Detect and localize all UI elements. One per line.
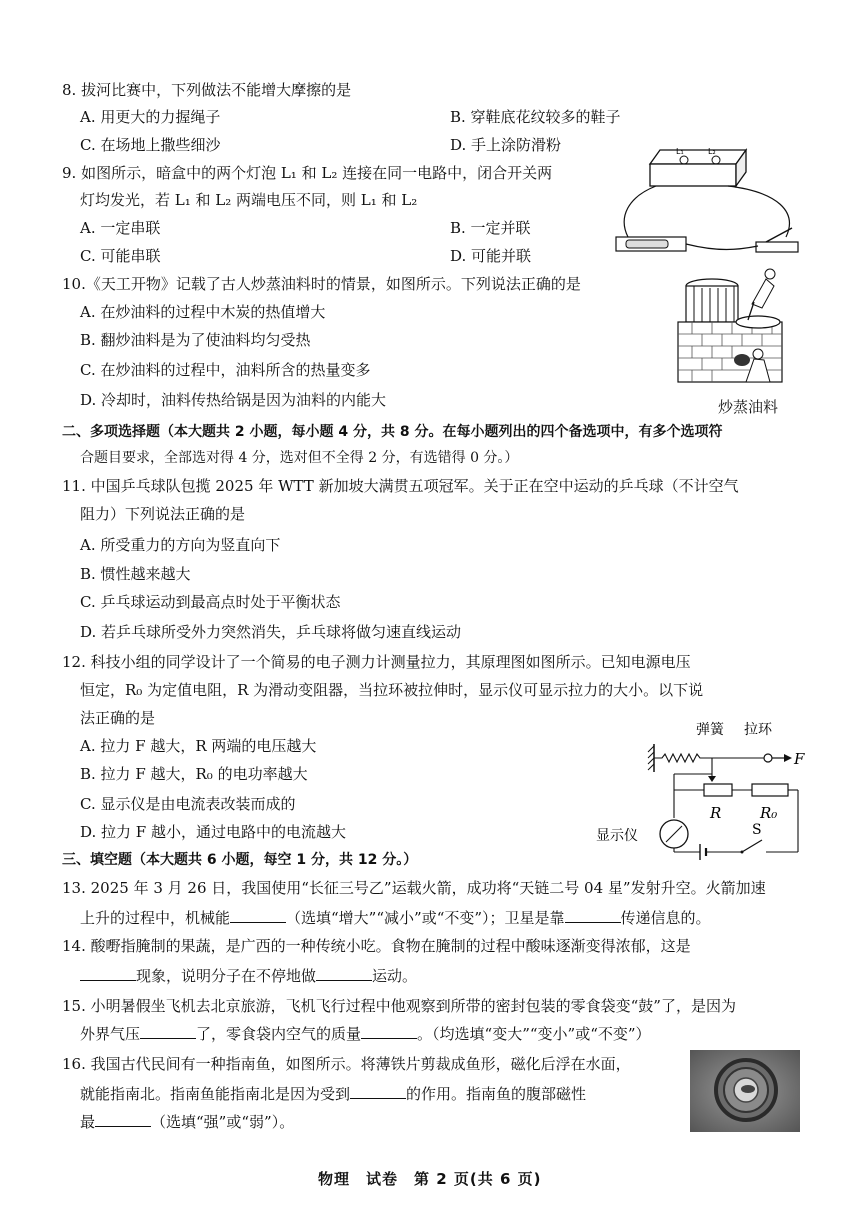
q11-option-c: C. 乒乓球运动到最高点时处于平衡状态 [80, 593, 341, 611]
q13-text-a: 上升的过程中，机械能 [80, 909, 231, 927]
q12-fig-label-r0: R₀ [760, 804, 778, 822]
q9-fig-label-l1: L₁ [676, 147, 684, 156]
q13-stem-line2 [80, 908, 711, 928]
q11-option-d: D. 若乒乓球所受外力突然消失，乒乓球将做匀速直线运动 [80, 623, 462, 641]
q16-text-b: 的作用。指南鱼的腹部磁性 [406, 1085, 587, 1103]
q12-option-d: D. 拉力 F 越小，通过电路中的电流越大 [80, 823, 346, 841]
q10-option-c: C. 在炒油料的过程中，油料所含的热量变多 [80, 361, 371, 379]
section2-heading-line2: 合题目要求，全部选对得 4 分，选对但不全得 2 分，有选错得 0 分。） [80, 450, 519, 466]
q11-stem-line2: 阻力）下列说法正确的是 [80, 505, 246, 523]
q15-text-c: 。（均选填“变大”“变小”或“不变”） [417, 1025, 651, 1043]
q15-text-b: 了，零食袋内空气的质量 [196, 1025, 362, 1043]
q12-fig-label-display: 显示仪 [596, 828, 638, 844]
section2-heading-line1: 二、多项选择题（本大题共 2 小题，每小题 4 分，共 8 分。在每小题列出的四个备选项中，有多个选项符 [62, 424, 723, 440]
q13-text-c: 传递信息的。 [620, 909, 711, 927]
q14-stem-line1: 14. 酸嘢指腌制的果蔬，是广西的一种传统小吃。食物在腌制的过程中酸味逐渐变得浓郁，这是 [62, 937, 691, 955]
q14-blank-2[interactable] [316, 966, 372, 981]
q12-option-a: A. 拉力 F 越大，R 两端的电压越大 [80, 737, 317, 755]
q12-circuit-figure [592, 712, 812, 860]
q8-stem: 8. 拔河比赛中，下列做法不能增大摩擦的是 [62, 81, 352, 99]
q15-blank-2[interactable] [361, 1024, 417, 1039]
q14-stem-line2 [80, 966, 417, 986]
q12-option-b: B. 拉力 F 越大，R₀ 的电功率越大 [80, 765, 308, 783]
q8-option-c: C. 在场地上撒些细沙 [80, 136, 221, 154]
q9-fig-label-l2: L₂ [708, 147, 716, 156]
section3-heading: 三、填空题（本大题共 6 小题，每空 1 分，共 12 分。） [62, 852, 418, 868]
q10-figure-caption: 炒蒸油料 [718, 398, 779, 416]
q16-stem-line2 [80, 1084, 586, 1104]
q16-blank-2[interactable] [95, 1112, 151, 1127]
q12-option-c: C. 显示仪是由电流表改装而成的 [80, 795, 296, 813]
q9-circuit-figure [608, 142, 808, 264]
q14-text-b: 运动。 [372, 967, 418, 985]
q10-stem: 10.《天工开物》记载了古人炒蒸油料时的情景，如图所示。下列说法正确的是 [62, 275, 581, 293]
q10-option-d: D. 冷却时，油料传热给锅是因为油料的内能大 [80, 391, 387, 409]
q13-blank-1[interactable] [230, 908, 286, 923]
q16-stem-line3 [80, 1112, 294, 1132]
q13-stem-line1: 13. 2025 年 3 月 26 日，我国使用“长征三号乙”运载火箭，成功将“天链二号 04 星”发射升空。火箭加速 [62, 879, 766, 897]
q9-stem-line2: 灯均发光，若 L₁ 和 L₂ 两端电压不同，则 L₁ 和 L₂ [80, 191, 418, 209]
q12-fig-label-f: F [794, 750, 805, 768]
q9-stem-line1: 9. 如图所示，暗盒中的两个灯泡 L₁ 和 L₂ 连接在同一电路中，闭合开关两 [62, 164, 553, 182]
q12-fig-label-switch: S [752, 822, 762, 838]
q14-blank-1[interactable] [80, 966, 136, 981]
page-footer: 物理 试卷 第 2 页(共 6 页) [318, 1170, 542, 1188]
q8-option-b: B. 穿鞋底花纹较多的鞋子 [450, 108, 621, 126]
q12-fig-label-r: R [710, 804, 722, 822]
q16-text-d: （选填“强”或“弱”）。 [151, 1113, 295, 1131]
q16-compass-fish-photo [690, 1050, 800, 1132]
q10-option-a: A. 在炒油料的过程中木炭的热值增大 [80, 303, 326, 321]
q12-stem-line1: 12. 科技小组的同学设计了一个简易的电子测力计测量拉力，其原理图如图所示。已知电源电压 [62, 653, 691, 671]
q9-option-d: D. 可能并联 [450, 247, 532, 265]
q14-text-a: 现象，说明分子在不停地做 [136, 967, 317, 985]
q11-stem-line1: 11. 中国乒乓球队包揽 2025 年 WTT 新加坡大满贯五项冠军。关于正在空中运动的乒乓球（不计空气 [62, 477, 739, 495]
q10-option-b: B. 翻炒油料是为了使油料均匀受热 [80, 331, 311, 349]
q12-fig-label-ring: 拉环 [744, 722, 772, 738]
q15-blank-1[interactable] [140, 1024, 196, 1039]
q12-stem-line3: 法正确的是 [80, 709, 156, 727]
q16-text-c: 最 [80, 1113, 96, 1131]
q8-option-d: D. 手上涂防滑粉 [450, 136, 562, 154]
q9-option-a: A. 一定串联 [80, 219, 161, 237]
q8-option-a: A. 用更大的力握绳子 [80, 108, 221, 126]
q16-blank-1[interactable] [350, 1084, 406, 1099]
q16-text-a: 就能指南北。指南鱼能指南北是因为受到 [80, 1085, 351, 1103]
q11-option-b: B. 惯性越来越大 [80, 565, 191, 583]
q12-fig-label-spring: 弹簧 [696, 722, 724, 738]
q13-text-b: （选填“增大”“减小”或“不变”）；卫星是靠 [286, 909, 565, 927]
q12-stem-line2: 恒定，R₀ 为定值电阻，R 为滑动变阻器，当拉环被拉伸时，显示仪可显示拉力的大小。以下说 [80, 681, 704, 699]
q15-stem-line1: 15. 小明暑假坐飞机去北京旅游，飞机飞行过程中他观察到所带的密封包装的零食袋变“鼓”了，是因为 [62, 997, 736, 1015]
q16-stem-line1: 16. 我国古代民间有一种指南鱼，如图所示。将薄铁片剪裁成鱼形，磁化后浮在水面， [62, 1055, 631, 1073]
q11-option-a: A. 所受重力的方向为竖直向下 [80, 536, 281, 554]
q9-option-c: C. 可能串联 [80, 247, 161, 265]
q13-blank-2[interactable] [565, 908, 621, 923]
q15-text-a: 外界气压 [80, 1025, 141, 1043]
q9-option-b: B. 一定并联 [450, 219, 531, 237]
q10-stove-figure [672, 264, 802, 394]
q15-stem-line2 [80, 1024, 651, 1044]
